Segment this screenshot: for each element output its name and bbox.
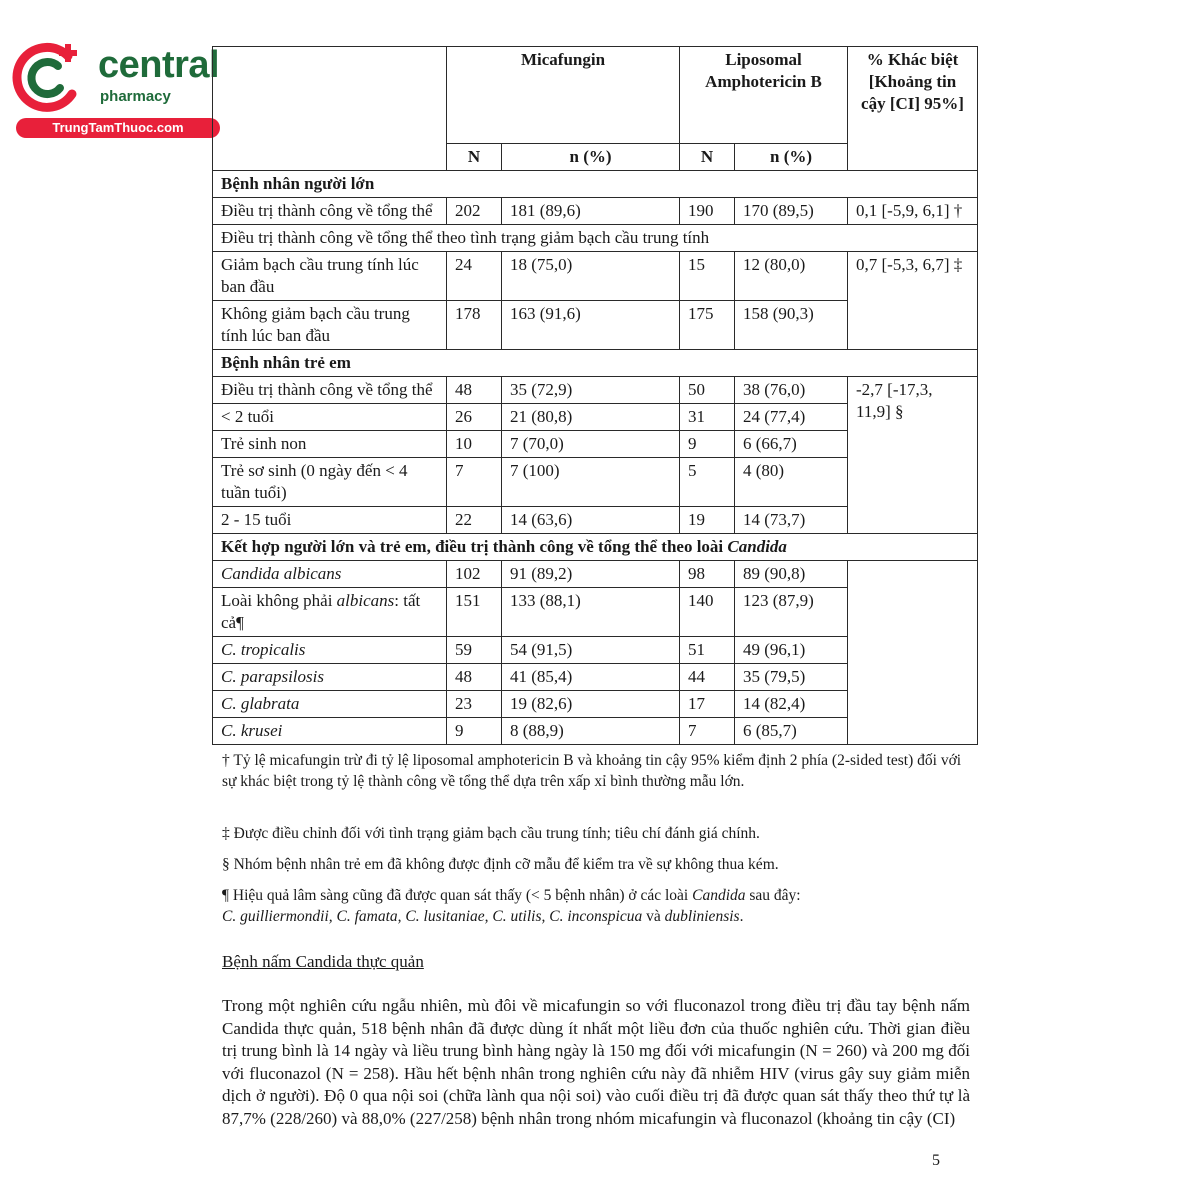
footnote-dagger: † Tỷ lệ micafungin trừ đi tỷ lệ liposomal amphotericin B và khoảng tin cậy 95% kiểm định 2 phía (2-sided test) đối với sự khác biệt trong tỷ lệ thành công về tổng thể dựa trên xấp xỉ bình thường mẫu lớn. [222, 752, 962, 790]
label-part: Loài không phải [221, 590, 337, 610]
cell-p2: 158 (90,3) [735, 300, 848, 349]
section-row [213, 349, 978, 376]
table-row [213, 251, 978, 300]
row-label: C. parapsilosis [213, 663, 447, 690]
cell-p2: 12 (80,0) [735, 251, 848, 300]
cell-p1: 19 (82,6) [502, 690, 680, 717]
header-micafungin: Micafungin [447, 47, 680, 144]
subheader-n: N [680, 143, 735, 170]
header-diff: % Khác biệt [Khoảng tin cậy [CI] 95%] [848, 47, 978, 171]
header-liposomal: Liposomal Amphotericin B [680, 47, 848, 144]
table-row [213, 197, 978, 224]
subheader-npct: n (%) [735, 143, 848, 170]
cell-n2: 190 [680, 197, 735, 224]
page-number: 5 [932, 1152, 940, 1169]
section-combined-italic: Candida [727, 536, 787, 556]
cell-n1: 48 [447, 663, 502, 690]
cell-n2: 31 [680, 403, 735, 430]
row-label: Candida albicans [213, 560, 447, 587]
fn-italic: Candida [692, 887, 746, 904]
cell-diff: 0,7 [-5,3, 6,7] ‡ [848, 251, 978, 349]
row-label: Không giảm bạch cầu trung tính lúc ban đầu [213, 300, 447, 349]
section-row [213, 533, 978, 560]
table-row [213, 560, 978, 587]
cell-n2: 51 [680, 636, 735, 663]
body-paragraph: Trong một nghiên cứu ngẫu nhiên, mù đôi về micafungin so với fluconazol trong điều trị đầu tay bệnh nấm Candida thực quản, 518 bệnh nhân đã được dùng ít nhất một liều đơn của thuốc nghiên cứu. Thời gian điều trị trung bình là 14 ngày và liều trung bình hàng ngày là 150 mg đối với micafungin (N = 260) và 200 mg đối với fluconazol (N = 258). Hầu hết bệnh nhân trong nghiên cứu này đã nhiễm HIV (virus gây suy giảm miễn dịch ở người). Độ 0 qua nội soi (chữa lành qua nội soi) vào cuối điều trị đã được quan sát thấy theo thứ tự là 87,7% (228/260) và 88,0% (227/258) bệnh nhân trong nhóm micafungin và fluconazol (khoảng tin cậy (CI) [222, 996, 970, 1128]
subheader-empty-cell [213, 143, 447, 170]
cell-p2: 35 (79,5) [735, 663, 848, 690]
cell-n1: 22 [447, 506, 502, 533]
cell-p1: 54 (91,5) [502, 636, 680, 663]
row-label [213, 587, 447, 636]
footnote-pilcrow [222, 885, 962, 927]
row-label: Trẻ sinh non [213, 430, 447, 457]
cell-n2: 175 [680, 300, 735, 349]
cell-p1: 181 (89,6) [502, 197, 680, 224]
fn-text: . [739, 908, 744, 925]
cell-n1: 10 [447, 430, 502, 457]
cell-n2: 19 [680, 506, 735, 533]
cell-n2: 15 [680, 251, 735, 300]
cell-p1: 35 (72,9) [502, 376, 680, 403]
cell-p2: 14 (82,4) [735, 690, 848, 717]
cell-p1: 163 (91,6) [502, 300, 680, 349]
subheader-npct: n (%) [502, 143, 680, 170]
cell-p2: 6 (66,7) [735, 430, 848, 457]
section-heading: Bệnh nấm Candida thực quản [222, 952, 424, 971]
section-row [213, 224, 978, 251]
row-label: Điều trị thành công về tổng thể [213, 376, 447, 403]
cell-diff-empty [848, 560, 978, 744]
logo-site-url: TrungTamThuoc.com [16, 118, 220, 138]
row-label: C. krusei [213, 717, 447, 744]
cell-p1: 133 (88,1) [502, 587, 680, 636]
footnote-section: § Nhóm bệnh nhân trẻ em đã không được định cỡ mẫu để kiểm tra về sự không thua kém. [222, 856, 779, 873]
cell-p2: 6 (85,7) [735, 717, 848, 744]
cell-diff: -2,7 [-17,3, 11,9] § [848, 376, 978, 533]
cell-p1: 14 (63,6) [502, 506, 680, 533]
cell-n2: 44 [680, 663, 735, 690]
pharmacy-logo [10, 38, 220, 138]
cell-n1: 178 [447, 300, 502, 349]
cell-p2: 24 (77,4) [735, 403, 848, 430]
section-neutro: Điều trị thành công về tổng thể theo tình trạng giảm bạch cầu trung tính [213, 224, 978, 251]
cell-p1: 7 (70,0) [502, 430, 680, 457]
cell-p2: 38 (76,0) [735, 376, 848, 403]
cell-p2: 4 (80) [735, 457, 848, 506]
cell-p1: 91 (89,2) [502, 560, 680, 587]
cell-n1: 102 [447, 560, 502, 587]
fn-species-last: dubliniensis [664, 908, 740, 925]
cell-p1: 18 (75,0) [502, 251, 680, 300]
label-part-italic: albicans [336, 590, 395, 610]
cell-n2: 9 [680, 430, 735, 457]
central-pharmacy-logo-icon [10, 38, 90, 118]
fn-text: sau đây: [745, 887, 801, 904]
section-combined [213, 533, 978, 560]
cell-p2: 123 (87,9) [735, 587, 848, 636]
row-label: Điều trị thành công về tổng thể [213, 197, 447, 224]
fn-species: C. guilliermondii, C. famata, C. lusitaniae, C. utilis, C. inconspicua [222, 908, 643, 925]
logo-sub-text: pharmacy [100, 88, 171, 105]
cell-n1: 7 [447, 457, 502, 506]
cell-n2: 50 [680, 376, 735, 403]
row-label: 2 - 15 tuổi [213, 506, 447, 533]
cell-p2: 89 (90,8) [735, 560, 848, 587]
section-combined-text: Kết hợp người lớn và trẻ em, điều trị thành công về tổng thể theo loài [221, 536, 728, 556]
cell-n2: 140 [680, 587, 735, 636]
cell-n2: 7 [680, 717, 735, 744]
cell-n2: 17 [680, 690, 735, 717]
cell-p1: 21 (80,8) [502, 403, 680, 430]
cell-p2: 49 (96,1) [735, 636, 848, 663]
table-row [213, 376, 978, 403]
cell-n1: 23 [447, 690, 502, 717]
row-label: < 2 tuổi [213, 403, 447, 430]
cell-n1: 26 [447, 403, 502, 430]
row-label: C. tropicalis [213, 636, 447, 663]
label-part: : tất cả¶ [221, 590, 421, 632]
cell-p1: 41 (85,4) [502, 663, 680, 690]
results-table [212, 46, 978, 745]
cell-n1: 59 [447, 636, 502, 663]
table-header-row [213, 47, 978, 144]
row-label: C. glabrata [213, 690, 447, 717]
cell-n1: 24 [447, 251, 502, 300]
cell-n2: 5 [680, 457, 735, 506]
header-empty-cell [213, 47, 447, 144]
footnote-ddagger: ‡ Được điều chỉnh đối với tình trạng giảm bạch cầu trung tính; tiêu chí đánh giá chính. [222, 825, 760, 842]
cell-p2: 14 (73,7) [735, 506, 848, 533]
cell-n1: 151 [447, 587, 502, 636]
section-row [213, 170, 978, 197]
cell-diff: 0,1 [-5,9, 6,1] † [848, 197, 978, 224]
subheader-n: N [447, 143, 502, 170]
cell-p1: 7 (100) [502, 457, 680, 506]
fn-text: và [642, 908, 665, 925]
cell-p2: 170 (89,5) [735, 197, 848, 224]
cell-n2: 98 [680, 560, 735, 587]
fn-text: ¶ Hiệu quả lâm sàng cũng đã được quan sát thấy (< 5 bệnh nhân) ở các loài [222, 887, 693, 904]
row-label: Trẻ sơ sinh (0 ngày đến < 4 tuần tuổi) [213, 457, 447, 506]
row-label: Giảm bạch cầu trung tính lúc ban đầu [213, 251, 447, 300]
cell-p1: 8 (88,9) [502, 717, 680, 744]
section-pediatric: Bệnh nhân trẻ em [213, 349, 978, 376]
cell-n1: 9 [447, 717, 502, 744]
logo-brand-text: central [98, 44, 220, 86]
cell-n1: 48 [447, 376, 502, 403]
section-adult: Bệnh nhân người lớn [213, 170, 978, 197]
cell-n1: 202 [447, 197, 502, 224]
